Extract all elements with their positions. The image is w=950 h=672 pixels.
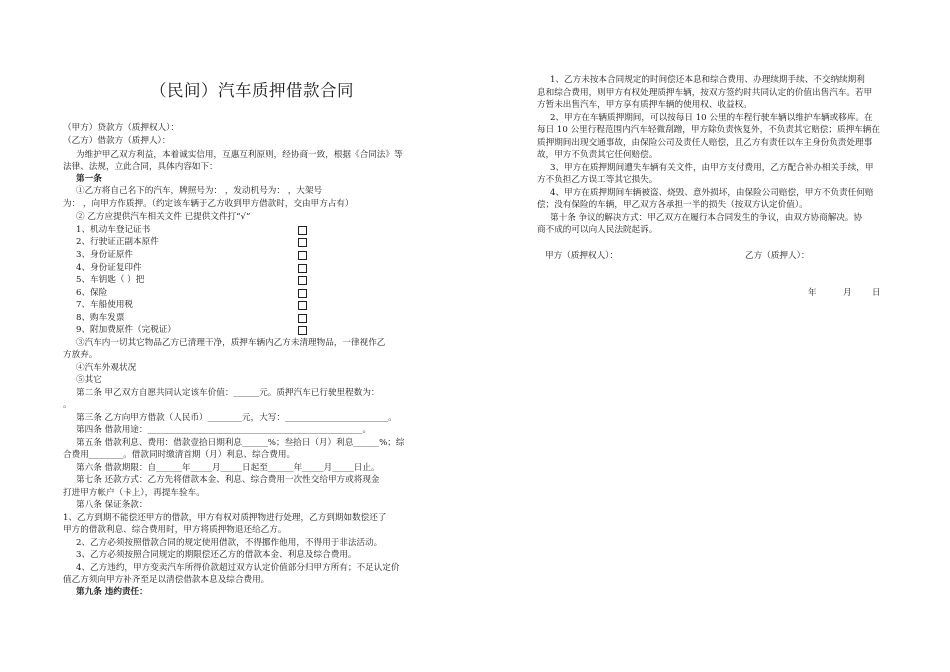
document-list-item: 2、行驶证正副本原件 — [76, 237, 159, 247]
article-1-text: ④汽车外观状况 — [76, 363, 137, 373]
article-8-text: 值乙方须向甲方补齐至足以清偿借款本息及综合费用。 — [63, 575, 270, 585]
article-7: 打进甲方帐户（卡上），再提车验车。 — [63, 488, 205, 498]
article-9-text: 方暂未出售汽车，甲方享有质押车辆的使用权、收益权。 — [537, 100, 752, 110]
article-9-text: 质押期间出现交通事故，由保险公司及责任人赔偿，且乙方有责任以车主身份负责处理事 — [537, 138, 873, 148]
checkbox[interactable] — [298, 251, 307, 260]
preamble-line: 法律、法规，立此合同，具体内容如下： — [63, 162, 218, 172]
contract-title: （民间）汽车质押借款合同 — [150, 81, 354, 100]
article-9-text: 4、甲方在质押期间车辆被盗、烧毁、意外损坏，由保险公司赔偿，甲方不负责任何赔 — [550, 188, 874, 198]
party-b-label: （乙方）借款方（质押人）： — [63, 136, 171, 146]
checkbox[interactable] — [298, 301, 307, 310]
checkbox[interactable] — [298, 314, 307, 323]
date-day: 日 — [872, 288, 881, 298]
party-a-signature-label: 甲方（质押权人）： — [545, 251, 619, 261]
article-1-text: ③汽车内一切其它物品乙方已清理干净，质押车辆内乙方未清理物品，一律视作乙 — [76, 338, 386, 348]
article-1-heading: 第一条 — [76, 174, 102, 184]
article-9-text: 2、甲方在车辆质押期间，可以按每日 10 公里的车程行驶车辆以维护车辆或移库。在 — [550, 113, 873, 123]
document-list-item: 8、购车发票 — [76, 313, 125, 323]
article-6: 第六条 借款期限：自______年_____月_____日起至______年_____月_____日止。 — [76, 463, 380, 473]
article-8-heading: 第八条 保证条款： — [76, 500, 148, 510]
article-2: 。 — [63, 400, 72, 410]
article-8-text: 1、乙方到期不能偿还甲方的借款，甲方有权对质押物进行处理，乙方到期如数偿还了 — [63, 513, 387, 523]
article-5: 合费用________。借款同时缴清首期（月）利息、综合费用。 — [63, 450, 296, 460]
article-9-text: 故，甲方不负责其它任何赔偿。 — [537, 150, 658, 160]
article-9-text: 3、甲方在质押期间遭失车辆有关文件，由甲方支付费用，乙方配合补办相关手续，甲 — [550, 163, 874, 173]
checkbox[interactable] — [298, 226, 307, 235]
article-8-text: 3、乙方必须按照合同规定的期限偿还乙方的借款本金、利息及综合费用。 — [76, 550, 357, 560]
article-8-text: 4、乙方违约，甲方变卖汽车所得价款超过双方认定价值部分归甲方所有；不足认定价 — [76, 563, 400, 573]
checkbox[interactable] — [298, 289, 307, 298]
document-list-item: 6、保险 — [76, 288, 108, 298]
checkbox[interactable] — [298, 276, 307, 285]
article-9-text: 每日 10 公里行程范围内汽车轻微刮蹭，甲方除负责恢复外，不负责其它赔偿；质押车辆在 — [537, 125, 880, 135]
article-3: 第三条 乙方向甲方借款（人民币）________元，大写：________________________。 — [76, 413, 397, 423]
document-list-item: 9、附加费原件（完税证） — [76, 325, 176, 335]
article-4: 第四条 借款用途：__________________________________________________。 — [76, 425, 371, 435]
document-list-item: 3、身份证原件 — [76, 250, 134, 260]
document-list-item: 7、车船使用税 — [76, 300, 134, 310]
article-8-text: 2、乙方必须按照借款合同的规定使用借款，不得挪作他用，不得用于非法活动。 — [76, 538, 383, 548]
article-1-text: 方放弃。 — [63, 350, 98, 360]
article-9-text: 方不负担乙方误工等其它损失。 — [537, 175, 658, 185]
article-8-text: 甲方的借款利息、综合费用时，甲方将质押物退还给乙方。 — [63, 525, 287, 535]
article-1-text: 为： ，向甲方作质押。（约定该车辆于乙方收到甲方借款时，交由甲方占有） — [63, 199, 354, 209]
document-list-item: 1、机动车登记证书 — [76, 225, 151, 235]
article-9-text: 偿；没有保险的车辆，甲乙双方各承担一半的损失（按双方认定价值）。 — [537, 200, 808, 210]
article-10: 商不成的可以向人民法院起诉。 — [537, 225, 658, 235]
article-1-text: ⑤其它 — [76, 375, 102, 385]
article-10: 第十条 争议的解决方式：甲乙双方在履行本合同发生的争议，由双方协商解决。协 — [550, 213, 863, 223]
article-2: 第二条 甲乙双方自愿共同认定该车价值：______元。质押汽车已行驶里程数为： — [76, 388, 380, 398]
checkbox[interactable] — [298, 238, 307, 247]
article-1-text: ①乙方将自己名下的汽车，牌照号为： ，发动机号为： ，大架号 — [76, 186, 323, 196]
document-list-item: 4、身份证复印件 — [76, 263, 142, 273]
article-7: 第七条 还款方式：乙方先将借款本金、利息、综合费用一次性交给甲方或将现金 — [76, 475, 380, 485]
checkbox[interactable] — [298, 326, 307, 335]
preamble-line: 为维护甲乙双方利益，本着诚实信用，互惠互利原则，经协商一致，根据《合同法》等 — [76, 150, 403, 160]
date-year: 年 — [808, 288, 817, 298]
article-9-heading: 第九条 违约责任： — [76, 587, 148, 597]
party-b-signature-label: 乙方（质押人）： — [745, 251, 810, 261]
checkbox[interactable] — [298, 264, 307, 273]
party-a-label: （甲方）贷款方（质押权人）： — [63, 123, 180, 133]
date-month: 月 — [843, 288, 852, 298]
article-5: 第五条 借款利息、费用：借款壹拾日期利息______%；叁拾日（月）利息______%；综 — [76, 438, 405, 448]
document-list-item: 5、车钥匙（ ）把 — [76, 275, 145, 285]
article-9-text: 1、乙方未按本合同规定的时间偿还本息和综合费用、办理续期手续、不交纳续期利 — [550, 75, 865, 85]
article-9-text: 息和综合费用，则甲方有权处理质押车辆，按双方签约时共同认定的价值出售汽车。若甲 — [537, 88, 873, 98]
article-1-text: ② 乙方应提供汽车相关文件 已提供文件打“√” — [76, 212, 251, 222]
